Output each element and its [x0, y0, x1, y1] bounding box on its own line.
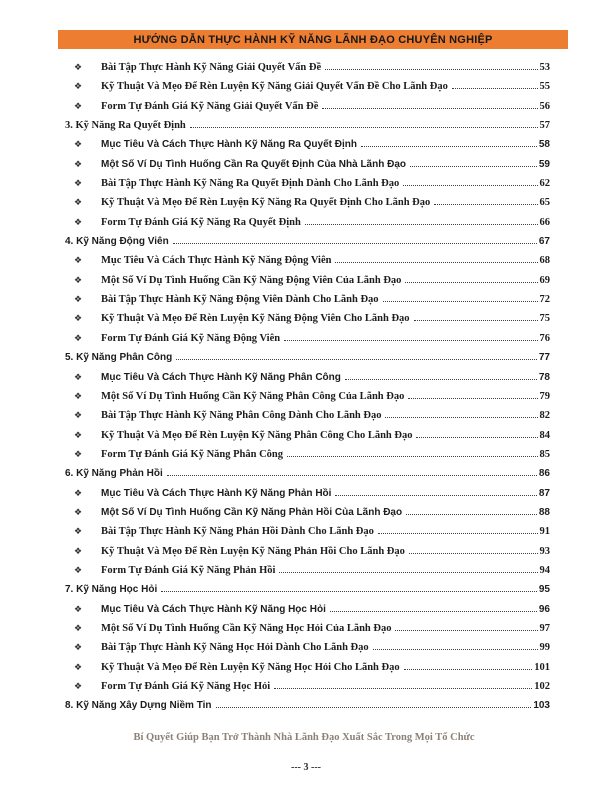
toc-entry-label: Form Tự Đánh Giá Kỹ Năng Phân Công — [101, 448, 284, 460]
toc-entry[interactable] — [58, 449, 550, 468]
diamond-bullet-icon: ❖ — [74, 488, 83, 499]
dot-leader — [361, 146, 537, 147]
toc-entry-page: 75 — [539, 313, 550, 325]
dot-leader — [404, 669, 533, 670]
diamond-bullet-icon: ❖ — [74, 295, 83, 306]
toc-entry-label: Kỹ Thuật Và Mẹo Để Rèn Luyện Kỹ Năng Phản Hồi Cho Lãnh Đạo — [101, 545, 405, 557]
dot-leader — [161, 591, 537, 592]
diamond-bullet-icon: ❖ — [74, 256, 83, 267]
diamond-bullet-icon: ❖ — [74, 275, 83, 286]
toc-entry-label: Một Số Ví Dụ Tình Huống Cần Kỹ Năng Động Viên Của Lãnh Đạo — [101, 274, 402, 286]
toc-entry[interactable] — [58, 623, 550, 642]
dot-leader — [167, 475, 537, 476]
toc-entry-label: Một Số Ví Dụ Tình Huống Cần Ra Quyết Định Của Nhà Lãnh Đạo — [101, 158, 406, 170]
diamond-bullet-icon: ❖ — [74, 662, 83, 673]
toc-entry-page: 69 — [539, 274, 550, 286]
dot-leader — [378, 533, 538, 534]
toc-entry[interactable] — [58, 700, 550, 719]
toc-entry[interactable] — [58, 333, 550, 352]
toc-entry-label: Form Tự Đánh Giá Kỹ Năng Phản Hồi — [101, 564, 276, 576]
diamond-bullet-icon: ❖ — [74, 82, 83, 93]
dot-leader — [216, 707, 532, 708]
dot-leader — [385, 417, 537, 418]
diamond-bullet-icon: ❖ — [74, 179, 83, 190]
dot-leader — [403, 185, 537, 186]
toc-entry-label: 6. Kỹ Năng Phản Hồi — [65, 468, 163, 480]
toc-entry-label: Mục Tiêu Và Cách Thực Hành Kỹ Năng Ra Quyết Định — [101, 139, 357, 151]
dot-leader — [335, 495, 536, 496]
dot-leader — [395, 630, 537, 631]
page-number: --- 3 --- — [291, 762, 321, 773]
toc-entry-label: Kỹ Thuật Và Mẹo Để Rèn Luyện Kỹ Năng Động Viên Cho Lãnh Đạo — [101, 313, 410, 325]
toc-entry-page: 96 — [538, 603, 550, 615]
toc-entry-page: 88 — [538, 506, 550, 518]
diamond-bullet-icon: ❖ — [74, 546, 83, 557]
toc-entry-page: 67 — [538, 236, 550, 248]
dot-leader — [287, 456, 537, 457]
diamond-bullet-icon: ❖ — [74, 391, 83, 402]
toc-entry-page: 57 — [539, 120, 550, 132]
toc-entry-page: 103 — [533, 700, 550, 712]
toc-entry[interactable] — [58, 294, 550, 313]
toc-entry[interactable] — [58, 430, 550, 449]
toc-entry-label: 8. Kỹ Năng Xây Dựng Niềm Tin — [65, 700, 212, 712]
toc-entry[interactable] — [58, 507, 550, 526]
toc-entry-page: 97 — [539, 622, 550, 634]
toc-entry[interactable] — [58, 546, 550, 565]
toc-entry-label: Kỹ Thuật Và Mẹo Để Rèn Luyện Kỹ Năng Giải Quyết Vấn Đề Cho Lãnh Đạo — [101, 81, 448, 93]
diamond-bullet-icon: ❖ — [74, 449, 83, 460]
toc-entry[interactable] — [58, 410, 550, 429]
toc-entry-page: 77 — [538, 352, 550, 364]
dot-leader — [274, 688, 532, 689]
diamond-bullet-icon: ❖ — [74, 527, 83, 538]
toc-entry-page: 87 — [538, 487, 550, 499]
toc-entry-page: 62 — [539, 178, 550, 190]
dot-leader — [335, 262, 537, 263]
dot-leader — [322, 108, 537, 109]
toc-entry[interactable] — [58, 313, 550, 332]
dot-leader — [279, 572, 537, 573]
toc-entry-page: 85 — [539, 448, 550, 460]
dot-leader — [405, 282, 537, 283]
diamond-bullet-icon: ❖ — [74, 198, 83, 209]
toc-entry[interactable] — [58, 255, 550, 274]
toc-entry-page: 56 — [539, 100, 550, 112]
dot-leader — [408, 398, 537, 399]
toc-entry-label: Bài Tập Thực Hành Kỹ Năng Phân Công Dành Cho Lãnh Đạo — [101, 410, 382, 422]
diamond-bullet-icon: ❖ — [74, 333, 83, 344]
page-title: HƯỚNG DẪN THỰC HÀNH KỸ NĂNG LÃNH ĐẠO CHUYÊN NGHIỆP — [133, 33, 493, 46]
toc-entry[interactable] — [58, 178, 550, 197]
toc-entry[interactable] — [58, 62, 550, 81]
dot-leader — [414, 320, 538, 321]
toc-entry-label: Mục Tiêu Và Cách Thực Hành Kỹ Năng Phản Hồi — [101, 487, 332, 499]
toc-entry-page: 99 — [539, 642, 550, 654]
dot-leader — [190, 127, 538, 128]
toc-entry[interactable] — [58, 197, 550, 216]
toc-entry[interactable] — [58, 604, 550, 623]
diamond-bullet-icon: ❖ — [74, 140, 83, 151]
dot-leader — [416, 437, 537, 438]
dot-leader — [325, 69, 537, 70]
diamond-bullet-icon: ❖ — [74, 159, 83, 170]
toc-entry-page: 78 — [538, 371, 550, 383]
diamond-bullet-icon: ❖ — [74, 314, 83, 325]
toc-entry[interactable] — [58, 352, 550, 371]
diamond-bullet-icon: ❖ — [74, 565, 83, 576]
toc-entry-label: 4. Kỹ Năng Động Viên — [65, 236, 169, 248]
diamond-bullet-icon: ❖ — [74, 604, 83, 615]
diamond-bullet-icon: ❖ — [74, 643, 83, 654]
toc-entry[interactable] — [58, 120, 550, 139]
toc-entry-page: 82 — [539, 410, 550, 422]
toc-entry[interactable] — [58, 101, 550, 120]
toc-entry[interactable] — [58, 275, 550, 294]
footer-tagline: Bí Quyết Giúp Bạn Trở Thành Nhà Lãnh Đạo Xuất Sắc Trong Mọi Tổ Chức — [133, 732, 475, 743]
toc-entry[interactable] — [58, 584, 550, 603]
toc-entry[interactable] — [58, 642, 550, 661]
dot-leader — [409, 553, 538, 554]
dot-leader — [176, 359, 537, 360]
dot-leader — [434, 204, 537, 205]
diamond-bullet-icon: ❖ — [74, 430, 83, 441]
diamond-bullet-icon: ❖ — [74, 411, 83, 422]
toc-entry-label: 7. Kỹ Năng Học Hỏi — [65, 584, 158, 596]
dot-leader — [406, 514, 537, 515]
toc-entry-label: Form Tự Đánh Giá Kỹ Năng Học Hỏi — [101, 681, 271, 692]
toc-entry-page: 55 — [539, 81, 550, 93]
toc-entry-page: 101 — [534, 661, 550, 673]
toc-entry-label: Một Số Ví Dụ Tình Huống Cần Kỹ Năng Học Hỏi Của Lãnh Đạo — [101, 622, 392, 634]
toc-entry-page: 94 — [539, 564, 550, 576]
toc-entry-page: 76 — [539, 332, 550, 344]
toc-entry-page: 72 — [539, 294, 550, 306]
diamond-bullet-icon: ❖ — [74, 63, 83, 73]
toc-entry-label: Kỹ Thuật Và Mẹo Để Rèn Luyện Kỹ Năng Học Hỏi Cho Lãnh Đạo — [101, 661, 400, 673]
toc-entry-label: Form Tự Đánh Giá Kỹ Năng Giải Quyết Vấn Đề — [101, 100, 319, 112]
dot-leader — [305, 224, 538, 225]
toc-entry-page: 84 — [539, 429, 550, 441]
dot-leader — [452, 88, 538, 89]
toc-entry-label: Một Số Ví Dụ Tình Huống Cần Kỹ Năng Phân Công Của Lãnh Đạo — [101, 390, 405, 402]
toc-entry[interactable] — [58, 217, 550, 236]
toc-entry-label: 5. Kỹ Năng Phân Công — [65, 352, 173, 364]
toc-entry[interactable] — [58, 236, 550, 255]
toc-entry-label: Bài Tập Thực Hành Kỹ Năng Giải Quyết Vấn Đề — [101, 62, 322, 73]
toc-entry-page: 91 — [539, 526, 550, 538]
toc-entry-page: 53 — [539, 62, 550, 73]
toc-entry[interactable] — [58, 681, 550, 700]
toc-entry-label: Kỹ Thuật Và Mẹo Để Rèn Luyện Kỹ Năng Phân Công Cho Lãnh Đạo — [101, 429, 413, 441]
toc-entry[interactable] — [58, 468, 550, 487]
toc-entry-label: Bài Tập Thực Hành Kỹ Năng Ra Quyết Định Dành Cho Lãnh Đạo — [101, 178, 400, 190]
toc-entry-page: 58 — [538, 139, 550, 151]
toc-entry-label: Bài Tập Thực Hành Kỹ Năng Phản Hồi Dành Cho Lãnh Đạo — [101, 526, 374, 538]
diamond-bullet-icon: ❖ — [74, 372, 83, 383]
toc-entry-page: 59 — [538, 158, 550, 170]
toc-entry-page: 102 — [534, 681, 550, 692]
dot-leader — [330, 611, 537, 612]
toc-entry-label: Bài Tập Thực Hành Kỹ Năng Học Hỏi Dành Cho Lãnh Đạo — [101, 642, 369, 654]
header-band — [58, 30, 568, 49]
toc-entry-page: 66 — [539, 216, 550, 228]
dot-leader — [284, 340, 537, 341]
toc-entry[interactable] — [58, 372, 550, 391]
toc-entry[interactable] — [58, 139, 550, 158]
toc-entry[interactable] — [58, 81, 550, 100]
toc-entry[interactable] — [58, 159, 550, 178]
toc-entry-page: 93 — [539, 545, 550, 557]
toc-entry-label: Form Tự Đánh Giá Kỹ Năng Ra Quyết Định — [101, 216, 301, 228]
diamond-bullet-icon: ❖ — [74, 682, 83, 692]
dot-leader — [173, 243, 537, 244]
dot-leader — [410, 166, 537, 167]
toc-entry[interactable] — [58, 565, 550, 584]
toc-entry-label: Form Tự Đánh Giá Kỹ Năng Động Viên — [101, 332, 281, 344]
toc-entry-page: 65 — [539, 197, 550, 209]
diamond-bullet-icon: ❖ — [74, 623, 83, 634]
toc-entry-label: Mục Tiêu Và Cách Thực Hành Kỹ Năng Học Hỏi — [101, 603, 326, 615]
toc-entry[interactable] — [58, 488, 550, 507]
toc-entry-page: 95 — [538, 584, 550, 596]
toc-entry-page: 86 — [538, 468, 550, 480]
toc-entry[interactable] — [58, 662, 550, 681]
toc-entry[interactable] — [58, 391, 550, 410]
diamond-bullet-icon: ❖ — [74, 101, 83, 112]
diamond-bullet-icon: ❖ — [74, 507, 83, 518]
toc-entry-page: 68 — [539, 255, 550, 267]
dot-leader — [373, 649, 538, 650]
toc-entry-label: Mục Tiêu Và Cách Thực Hành Kỹ Năng Động Viên — [101, 255, 332, 267]
dot-leader — [345, 379, 537, 380]
toc-entry[interactable] — [58, 526, 550, 545]
toc-list — [58, 62, 550, 720]
diamond-bullet-icon: ❖ — [74, 217, 83, 228]
toc-entry-label: Một Số Ví Dụ Tình Huống Cần Kỹ Năng Phản Hồi Của Lãnh Đạo — [101, 506, 403, 518]
toc-entry-label: Kỹ Thuật Và Mẹo Để Rèn Luyện Kỹ Năng Ra Quyết Định Cho Lãnh Đạo — [101, 197, 431, 209]
toc-entry-label: 3. Kỹ Năng Ra Quyết Định — [65, 120, 186, 132]
toc-entry-page: 79 — [539, 390, 550, 402]
dot-leader — [383, 301, 538, 302]
toc-entry-label: Bài Tập Thực Hành Kỹ Năng Động Viên Dành Cho Lãnh Đạo — [101, 294, 379, 306]
toc-entry-label: Mục Tiêu Và Cách Thực Hành Kỹ Năng Phân Công — [101, 371, 341, 383]
